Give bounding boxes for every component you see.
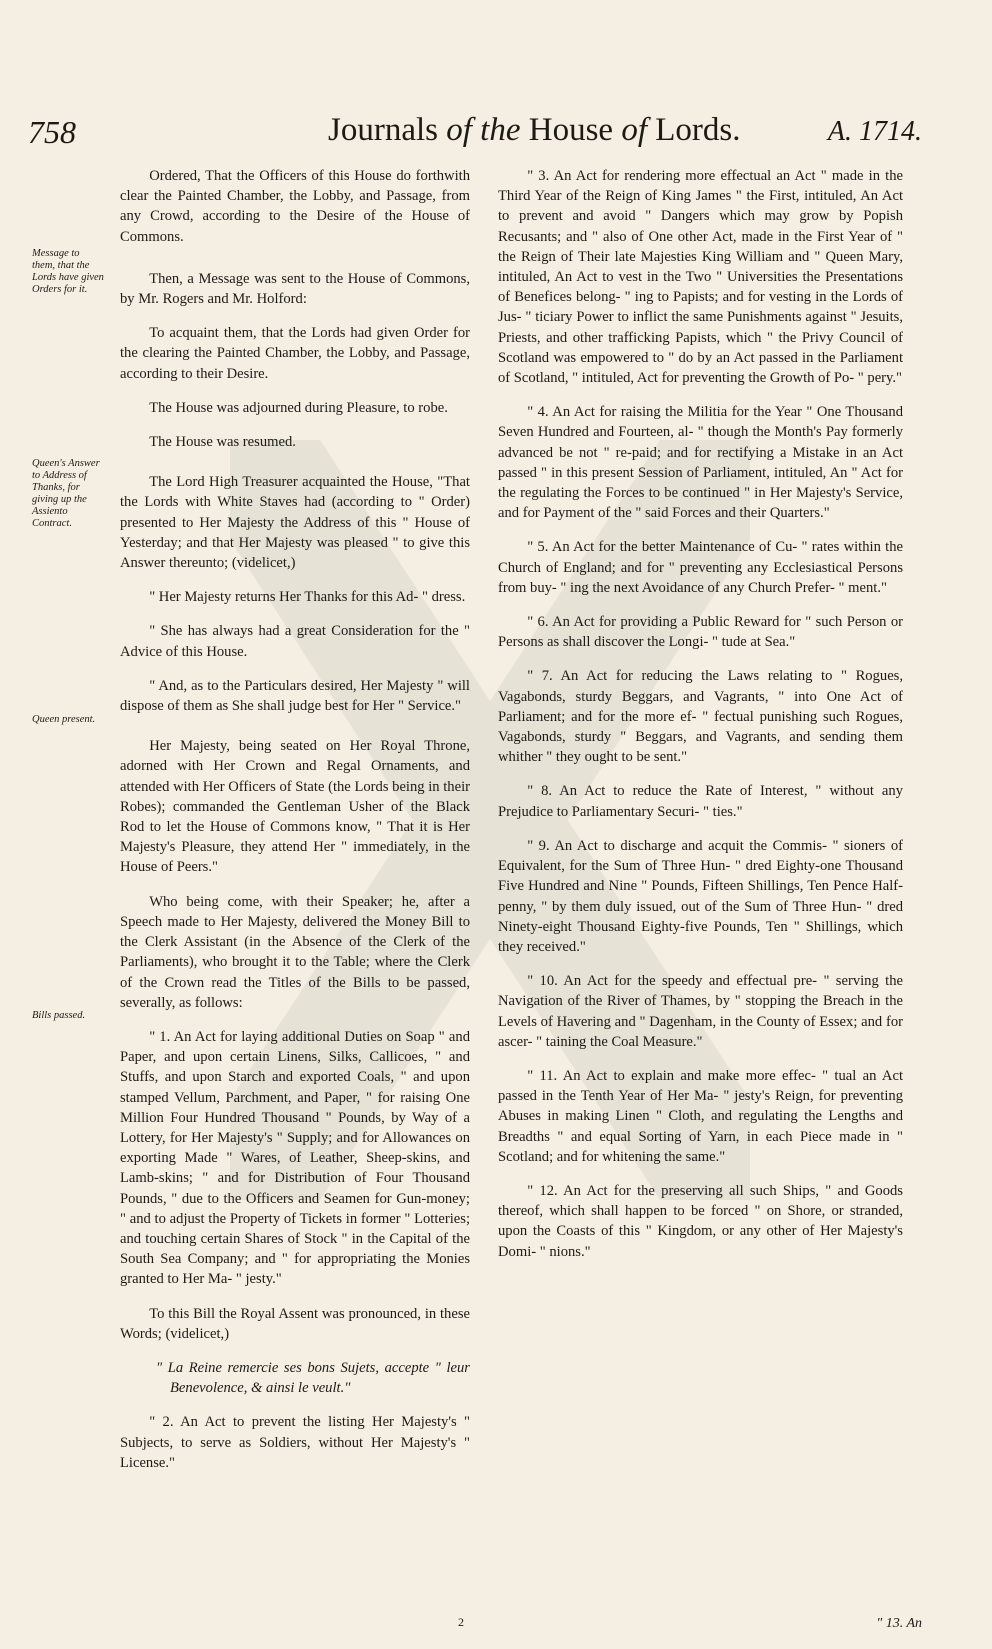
paragraph: To acquaint them, that the Lords had given Order for the clearing the Painted Chamber, the Lobby, and Passage, according to their Desire. xyxy=(120,325,470,382)
page-header xyxy=(28,108,928,158)
bill-entry: " 4. An Act for raising the Militia for the Year " One Thousand Seven Hundred and Fourteen, al- " though the Month's Pay formerly advanced be not " re-paid; and for rectifying a Mistake in an Act passed " in this present Session of Parliament, intituled, An " Act for the regulating the Forces to be continued " in Her Majesty's Service, and for Payment of the " said Forces and their Quarters." xyxy=(498,404,903,522)
right-column xyxy=(498,166,903,1276)
paragraph: The Lord High Treasurer acquainted the House, "That the Lords with White Staves had (according to " Order) presented to Her Majesty the Address of this " House of Yesterday; and that Her Majesty was pleased " to give this Answer thereunto; (videlicet,) xyxy=(120,474,470,572)
bill-entry: " 12. An Act for the preserving all such Ships, " and Goods thereof, which shall happen to be forced " on Shore, or stranded, upon the Coasts of this " Kingdom, or any other of Her Majesty's Domi- " nions." xyxy=(498,1182,903,1260)
margin-note-message: Message to them, that the Lords have given Orders for it. xyxy=(32,248,104,295)
paragraph: The House was adjourned during Pleasure, to robe. xyxy=(149,399,448,416)
paragraph: Her Majesty, being seated on Her Royal Throne, adorned with Her Crown and Regal Ornaments, and attended with Her Officers of State (the Lords being in their Robes); commanded the Gentleman Usher of the Black Rod to let the House of Commons know, " That it is Her Majesty's Pleasure, they attend Her " immediately, in the House of Peers." xyxy=(120,738,470,876)
bill-entry: " 5. An Act for the better Maintenance of Cu- " rates within the Church of England; and for " preventing any Ecclesiastical Persons from buy- " ing the next Avoidance of any Church Prefer- " ment." xyxy=(498,539,903,596)
paragraph: Who being come, with their Speaker; he, after a Speech made to Her Majesty, delivered the Money Bill to the Clerk Assistant (in the Absence of the Clerk of the Parliaments), who brought it to the Table; where the Clerk of the Crown read the Titles of the Bills to be passed, severally, as follows: xyxy=(120,893,470,1011)
bill-entry: " 2. An Act to prevent the listing Her Majesty's " Subjects, to serve as Soldiers, without Her Majesty's " License." xyxy=(120,1414,470,1471)
margin-note-queen-present: Queen present. xyxy=(32,714,96,725)
bill-entry: " 3. An Act for rendering more effectual an Act " made in the Third Year of the Reign of King James " the First, intituled, An Act to prevent and avoid " Dangers which may grow by Popish Recusants; and " also of One other Act, made in the First Year of " the Reign of Their late Majesties King William and " Queen Mary, intituled, An Act to vest in the Two " Universities the Presentations of Benefices belong- " ing to Papists; and for vesting in the Lords of Jus- " ticiary Power to inflict the same Punishments against " Jesuits, Priests, and other trafficking Papists, which " the Privy Council of Scotland was empowered to " do by an Act passed in the Parliament of Scotland, " intituled, Act for preventing the Growth of Po- " pery." xyxy=(498,168,903,387)
year-label: A. 1714. xyxy=(827,116,922,147)
bill-entry: " 9. An Act to discharge and acquit the Commis- " sioners of Equivalent, for the Sum of Three Hun- " dred Eighty-one Thousand Five Hundred and Nine " Pounds, Fifteen Shillings, Ten Pence Half-penny, " by them duly issued, out of the Sum of Three Hun- " dred Ninety-eight Thousand Eighty-five Pounds, Ten " Shillings, which they received." xyxy=(498,837,903,955)
margin-note-queen-answer: Queen's Answer to Address of Thanks, for giving up the Assiento Contract. xyxy=(32,458,100,529)
journal-title: Journals of the House of Lords. xyxy=(328,112,741,148)
bill-entry: " 1. An Act for laying additional Duties on Soap " and Paper, and upon certain Linens, Silks, Callicoes, " and Stuffs, and upon Starch and exported Coals, " and upon stamped Vellum, Parchment, and Paper, " for raising One Million Four Hundred Thousand " Pounds, by Way of a Lottery, for Her Majesty's " Supply; and for Allowances on exporting Made " Wares, of Leather, Sheep-skins, and Lamb-skins; " and for Distribution of Four Thousand Pounds, " due to the Officers and Seamen for Gun-money; " and to adjust the Property of Tickets in former " Lotteries; and touching certain Shares of Stock " in the Capital of the South Sea Company; and " for appropriating the Monies granted to Her Ma- " jesty." xyxy=(120,1028,470,1288)
page-number: 758 xyxy=(28,114,76,150)
quote-paragraph: " Her Majesty returns Her Thanks for this Ad- " dress. xyxy=(149,589,466,606)
bill-entry: " 7. An Act for reducing the Laws relating to " Rogues, Vagabonds, sturdy Beggars, and Vagrants, " into One Act of Parliament; and for the more ef- " fectual punishing such Rogues, Vagabonds, sturdy " Beggars, and Vagrants, and sending them whither " they ought to be sent." xyxy=(498,668,903,766)
bill-entry: " 6. An Act for providing a Public Reward for " such Person or Persons as shall discover the Longi- " tude at Sea." xyxy=(498,614,903,651)
catchword: " 13. An xyxy=(876,1616,922,1631)
bill-entry: " 8. An Act to reduce the Rate of Interest, " without any Prejudice to Parliamentary Securi- " ties." xyxy=(498,783,903,820)
quote-paragraph: " She has always had a great Consideration for the " Advice of this House. xyxy=(120,623,470,660)
margin-note-bills-passed: Bills passed. xyxy=(32,1010,86,1021)
paragraph: Ordered, That the Officers of this House do forthwith clear the Painted Chamber, the Lobby, and Passage, from any Crowd, according to the Desire of the House of Commons. xyxy=(120,168,470,245)
quote-paragraph: " And, as to the Particulars desired, Her Majesty " will dispose of them as She shall judge best for Her " Service." xyxy=(120,677,470,715)
royal-assent-formula: " La Reine remercie ses bons Sujets, accepte " leur Benevolence, & ainsi le veult." xyxy=(156,1359,470,1397)
signature-mark: 2 xyxy=(458,1615,464,1629)
left-column xyxy=(120,166,470,1487)
paragraph: To this Bill the Royal Assent was pronounced, in these Words; (videlicet,) xyxy=(120,1305,470,1342)
paragraph: The House was resumed. xyxy=(149,434,296,451)
bill-entry: " 11. An Act to explain and make more effec- " tual an Act passed in the Tenth Year of Her Ma- " jesty's Reign, for preventing Abuses in making Linen " Cloth, and regulating the Lengths and Breadths " and equal Sorting of Yarn, in each Piece made in " Scotland; and for whitening the same." xyxy=(498,1067,903,1165)
paragraph: Then, a Message was sent to the House of Commons, by Mr. Rogers and Mr. Holford: xyxy=(120,270,470,308)
bill-entry: " 10. An Act for the speedy and effectual pre- " serving the Navigation of the River of Thames, by " stopping the Breach in the Levels of Havering and " Dagenham, in the County of Essex; and for ascer- " taining the Coal Measure." xyxy=(498,973,903,1050)
